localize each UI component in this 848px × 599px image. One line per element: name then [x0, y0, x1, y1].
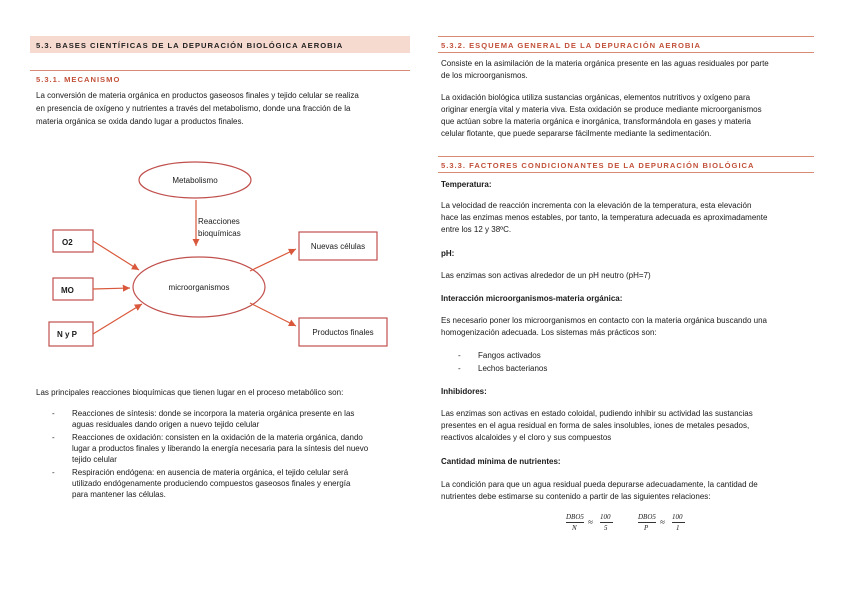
divider — [438, 172, 814, 173]
subsection-title-esquema: 5.3.2. ESQUEMA GENERAL DE LA DEPURACIÓN AEROBIA — [441, 41, 701, 50]
interaccion-list — [458, 350, 758, 376]
intro-line-1: La conversión de materia orgánica en productos gaseosos finales y tejido celular se realiza — [36, 91, 359, 100]
formula-ratio-numerator: 100 — [600, 513, 611, 521]
formula-denominator: P — [644, 524, 649, 532]
divider — [438, 52, 814, 53]
temperatura-line-3: entre los 12 y 38ºC. — [441, 225, 512, 234]
ph-text: Las enzimas son activas alrededor de un pH neutro (pH=7) — [441, 271, 651, 280]
formula-ratio-denominator: 5 — [604, 524, 608, 532]
esquema-p2-line-2: originar energía vital y materia viva. Esta oxidación se produce mediante microorganismos — [441, 105, 762, 114]
intro-line-3: materia orgánica se oxida dando lugar a productos finales. — [36, 117, 244, 126]
esquema-p2-line-1: La oxidación biológica utiliza sustancias orgánicas, elementos nutritivos y oxígeno para — [441, 93, 751, 102]
metabolismo-label: Metabolismo — [172, 176, 218, 185]
intro-line-2: en presencia de oxígeno y nutrientes a través del metabolismo, donde una fracción de la — [36, 104, 351, 113]
bullet-2-line-1: Reacciones de oxidación: consisten en la oxidación de la materia orgánica, dando — [72, 433, 363, 442]
mo-label: MO — [61, 286, 74, 295]
divider — [438, 156, 814, 157]
bullet-dash: - — [52, 433, 55, 442]
arrow-nyp — [93, 304, 142, 334]
inhibidores-line-1: Las enzimas son activas en estado coloidal, pudiendo inhibir su actividad las sustancias — [441, 409, 753, 418]
formula-approx: ≈ — [660, 517, 665, 527]
bullet-2-line-2: lugar a productos finales y liberando la energía necesaria para la síntesis del nuevo — [72, 444, 369, 453]
o2-box — [53, 230, 93, 252]
nyp-label: N y P — [57, 330, 78, 339]
esquema-p2-line-4: celular flotante, que puede separarse fácilmente mediante la sedimentación. — [441, 129, 712, 138]
subsection-title-mecanismo: 5.3.1. MECANISMO — [36, 75, 121, 84]
interaccion-label: Interacción microorganismos-materia orgánica: — [441, 294, 623, 303]
list-item: Fangos activados — [478, 351, 541, 360]
microorganismos-label: microorganismos — [168, 283, 230, 292]
temperatura-label: Temperatura: — [441, 180, 492, 189]
bullet-1-line-2: aguas residuales dando origen a nuevo tejido celular — [72, 420, 260, 429]
formula-numerator: DBO5 — [638, 513, 656, 521]
inhibidores-line-3: reactivos alcaloides y el cloro y sus compuestos — [441, 433, 612, 442]
divider — [438, 36, 814, 37]
arrow-nuevas-celulas — [250, 249, 296, 271]
bullet-dash: - — [52, 468, 55, 477]
reacciones-label-2: bioquímicas — [198, 229, 241, 238]
ph-label: pH: — [441, 249, 455, 258]
reactions-heading: Las principales reacciones bioquímicas que tienen lugar en el proceso metabólico son: — [36, 388, 344, 397]
nutrientes-line-1: La condición para que un agua residual pueda depurarse adecuadamente, la cantidad de — [441, 480, 758, 489]
esquema-p1-line-1: Consiste en la asimilación de la materia orgánica presente en las aguas residuales por parte — [441, 59, 769, 68]
interaccion-line-1: Es necesario poner los microorganismos en contacto con la materia orgánica buscando una — [441, 316, 767, 325]
interaccion-line-2: homogenización adecuada. Los sistemas más prácticos son: — [441, 328, 657, 337]
temperatura-line-1: La velocidad de reacción incrementa con la elevación de la temperatura, esta elevación — [441, 201, 752, 210]
bullet-3-line-2: utilizado endógenamente produciendo compuestos gaseosos finales y energía — [72, 479, 351, 488]
formula-ratio-numerator: 100 — [672, 513, 683, 521]
esquema-p2-line-3: que actúan sobre la materia orgánica e inorgánica, transformándola en gases y materia — [441, 117, 751, 126]
arrow-productos-finales — [250, 303, 296, 326]
o2-label: O2 — [62, 238, 73, 247]
subsection-title-factores: 5.3.3. FACTORES CONDICIONANTES DE LA DEPURACIÓN BIOLÓGICA — [441, 161, 755, 170]
bullet-3-line-1: Respiración endógena: en ausencia de materia orgánica, el tejido celular será — [72, 468, 349, 477]
bullet-dash: - — [458, 364, 461, 373]
bullet-dash: - — [458, 351, 461, 360]
formula-dbo-p — [638, 512, 688, 534]
temperatura-line-2: hace las enzimas menos estables, por tanto, la temperatura adecuada es aproximadamente — [441, 213, 768, 222]
nutrientes-label: Cantidad mínima de nutrientes: — [441, 457, 561, 466]
formula-approx: ≈ — [588, 517, 593, 527]
nutrientes-line-2: nutrientes debe estimarse su contenido a partir de las siguientes relaciones: — [441, 492, 711, 501]
section-title: 5.3. BASES CIENTÍFICAS DE LA DEPURACIÓN BIOLÓGICA AEROBIA — [36, 41, 344, 50]
bullet-list — [52, 408, 408, 508]
esquema-p1-line-2: de los microorganismos. — [441, 71, 528, 80]
productos-finales-label: Productos finales — [312, 328, 374, 337]
bullet-1-line-1: Reacciones de síntesis: donde se incorpora la materia orgánica presente en las — [72, 409, 355, 418]
formula-dbo-n — [566, 512, 616, 534]
arrow-o2 — [93, 241, 139, 270]
inhibidores-line-2: presentes en el agua residual en forma de sales insolubles, iones de metales pesados, — [441, 421, 750, 430]
nuevas-celulas-label: Nuevas células — [310, 242, 366, 251]
arrow-mo — [93, 288, 130, 289]
list-item: Lechos bacterianos — [478, 364, 548, 373]
inhibidores-label: Inhibidores: — [441, 387, 487, 396]
bullet-2-line-3: tejido celular — [72, 455, 117, 464]
reacciones-label-1: Reacciones — [198, 217, 240, 226]
formula-ratio-denominator: 1 — [676, 524, 680, 532]
bullet-3-line-3: para mantener las células. — [72, 490, 166, 499]
formula-numerator: DBO5 — [566, 513, 584, 521]
formula-denominator: N — [572, 524, 577, 532]
bullet-dash: - — [52, 409, 55, 418]
